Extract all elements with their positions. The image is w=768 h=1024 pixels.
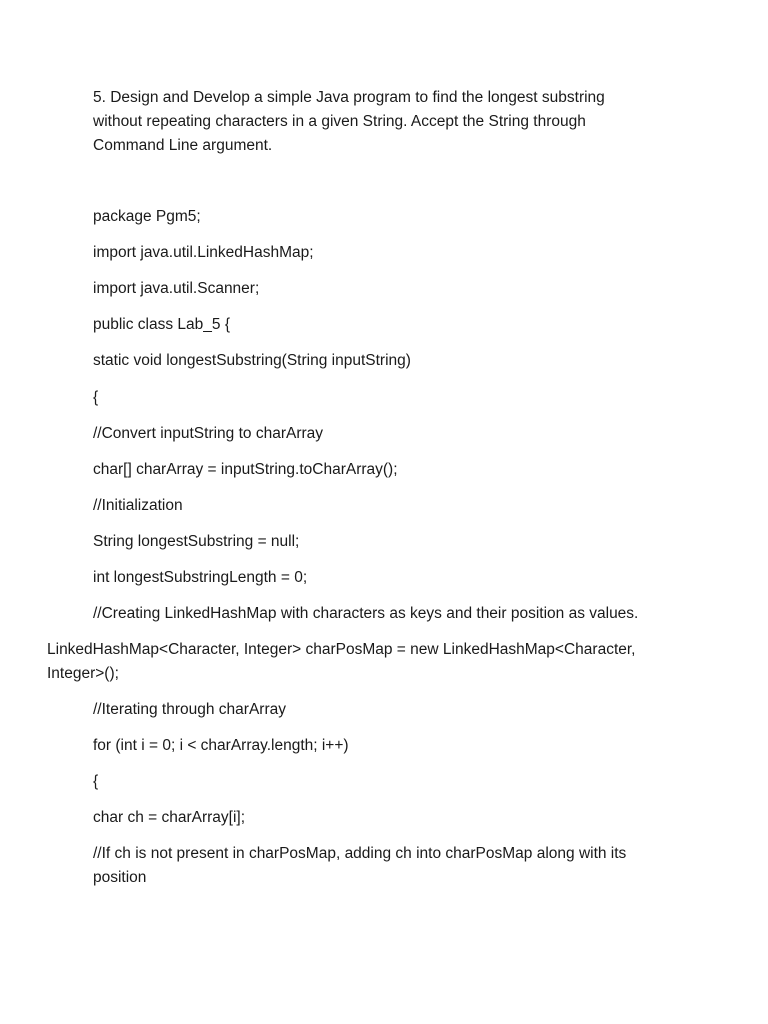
- code-line-char-ch: char ch = charArray[i];: [93, 809, 246, 826]
- code-line-longest-substring: String longestSubstring = null;: [93, 533, 300, 550]
- question-line-2: without repeating characters in a given String. Accept the String through: [93, 113, 586, 130]
- code-line-longest-substring-length: int longestSubstringLength = 0;: [93, 569, 308, 586]
- code-line-method-signature: static void longestSubstring(String inputString): [93, 352, 411, 369]
- code-line-class-declaration: public class Lab_5 {: [93, 316, 231, 333]
- code-line-comment-initialization: //Initialization: [93, 497, 183, 514]
- code-line-comment-position: position: [93, 869, 147, 886]
- code-line-comment-linkedhashmap: //Creating LinkedHashMap with characters as keys and their position as values.: [93, 605, 639, 622]
- question-line-1: 5. Design and Develop a simple Java program to find the longest substring: [93, 89, 605, 106]
- code-line-import-linkedhashmap: import java.util.LinkedHashMap;: [93, 244, 314, 261]
- code-line-import-scanner: import java.util.Scanner;: [93, 280, 260, 297]
- code-line-comment-iterating: //Iterating through charArray: [93, 701, 286, 718]
- code-line-package: package Pgm5;: [93, 208, 201, 225]
- question-line-3: Command Line argument.: [93, 137, 273, 154]
- code-line-for-loop: for (int i = 0; i < charArray.length; i++): [93, 737, 349, 754]
- code-line-for-open-brace: {: [93, 773, 99, 790]
- code-line-charposmap-decl: LinkedHashMap<Character, Integer> charPosMap = new LinkedHashMap<Character,: [47, 641, 636, 658]
- code-line-open-brace: {: [93, 389, 99, 406]
- code-line-comment-convert: //Convert inputString to charArray: [93, 425, 324, 442]
- code-line-comment-if-not-present: //If ch is not present in charPosMap, adding ch into charPosMap along with its: [93, 845, 627, 862]
- code-line-char-array: char[] charArray = inputString.toCharArray();: [93, 461, 398, 478]
- code-line-charposmap-decl-cont: Integer>();: [47, 665, 119, 682]
